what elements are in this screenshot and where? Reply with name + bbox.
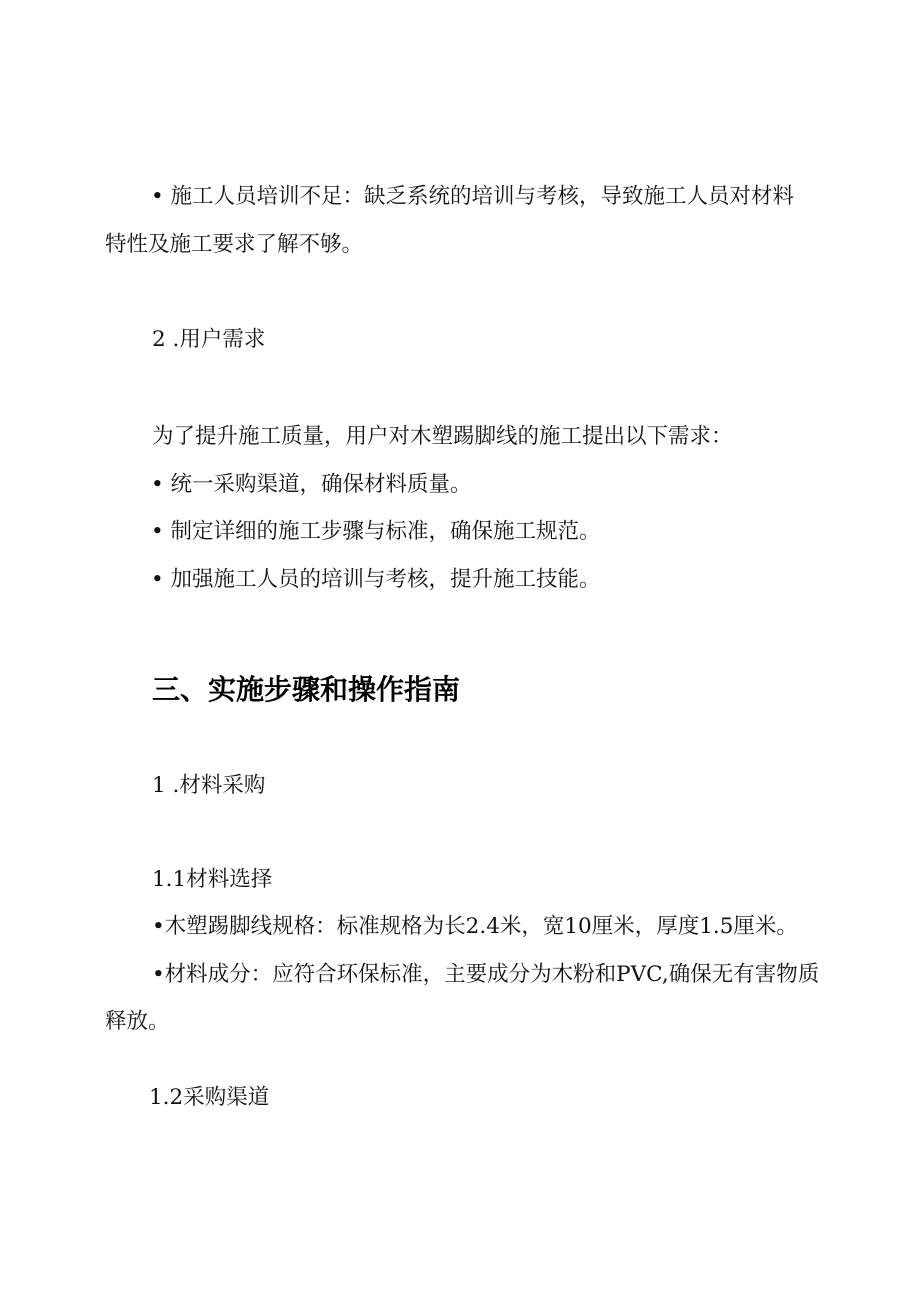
material-composition-item-line-1: •材料成分：应符合环保标准，主要成分为木粉和PVC,确保无有害物质 (152, 962, 820, 987)
material-selection-heading: 1.1材料选择 (152, 867, 273, 892)
material-spec-item: •木塑踢脚线规格：标准规格为长2.4米，宽10厘米，厚度1.5厘米。 (152, 914, 798, 939)
material-composition-item-line-2: 释放。 (105, 1009, 170, 1034)
user-needs-intro: 为了提升施工质量，用户对木塑踢脚线的施工提出以下需求： (152, 424, 733, 449)
user-needs-heading: 2 .用户需求 (152, 327, 266, 352)
procurement-channels-heading: 1.2采购渠道 (149, 1085, 270, 1110)
section-title: 三、实施步骤和操作指南 (152, 673, 461, 706)
user-needs-item-procurement: • 统一采购渠道，确保材料质量。 (151, 472, 472, 497)
procurement-heading: 1 .材料采购 (152, 773, 266, 798)
training-item-line-1: • 施工人员培训不足：缺乏系统的培训与考核，导致施工人员对材料 (151, 184, 795, 209)
user-needs-item-training: • 加强施工人员的培训与考核，提升施工技能。 (151, 567, 601, 592)
user-needs-item-standards: • 制定详细的施工步骤与标准，确保施工规范。 (151, 519, 601, 544)
training-item-line-2: 特性及施工要求了解不够。 (105, 232, 364, 257)
